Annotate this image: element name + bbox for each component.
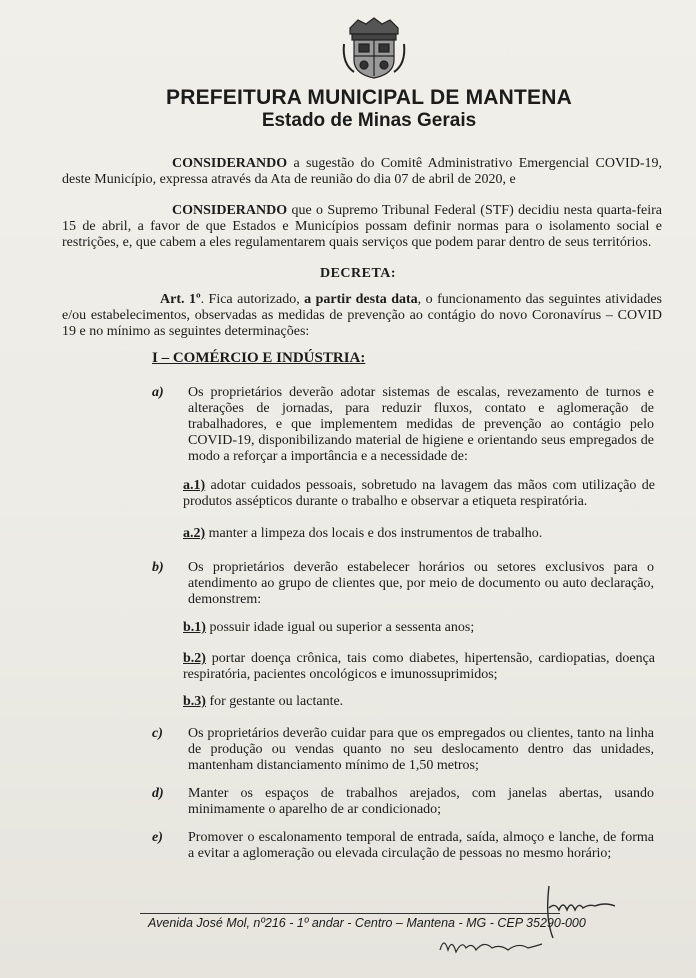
article-text-a: . Fica autorizado,	[200, 292, 305, 307]
article-lead: Art. 1º	[160, 292, 201, 307]
footer-divider	[140, 913, 560, 914]
item-letter: a)	[152, 385, 164, 400]
considerando-text: que o Supremo Tribunal Federal (STF) decidiu nesta quarta-feira 15 de abril, a favor de que Estados e Municípios possam definir normas para o isolamento social e restrições, e, que cabem a eles regulamentarem quais serviços que podem parar dentro de seus territórios.	[62, 203, 662, 250]
subitem-code: b.1)	[183, 620, 206, 635]
item-letter: e)	[152, 830, 163, 845]
subitem-code: b.3)	[183, 694, 206, 709]
item-text: Promover o escalonamento temporal de entrada, saída, almoço e lanche, de forma a evitar a aglomeração ou elevada circulação de pessoas no mesmo horário;	[188, 830, 654, 861]
subitem-code: b.2)	[183, 651, 206, 666]
page-title: PREFEITURA MUNICIPAL DE MANTENA	[166, 86, 572, 109]
subitem-text: adotar cuidados pessoais, sobretudo na lavagem das mãos com utilização de produtos assépticos durante o trabalho e observar a etiqueta respiratória.	[183, 478, 655, 509]
coat-of-arms-icon	[340, 14, 408, 80]
considerando-text: a sugestão do Comitê Administrativo Emergencial COVID-19, deste Município, expressa através da Ata de reunião do dia 07 de abril de 2020, e	[62, 156, 662, 187]
signature-icon	[436, 930, 546, 960]
subitem-text: portar doença crônica, tais como diabetes, hipertensão, cardiopatias, doença respiratória, pacientes oncológicos e imunossuprimidos;	[183, 651, 655, 682]
considerando-paragraph-1	[62, 156, 662, 188]
subitem-code: a.2)	[183, 526, 206, 541]
footer-address: Avenida José Mol, nº216 - 1º andar - Centro – Mantena - MG - CEP 35290-000	[148, 916, 586, 930]
considerando-lead: CONSIDERANDO	[172, 203, 288, 218]
item-text: Os proprietários deverão estabelecer horários ou setores exclusivos para o atendimento ao grupo de clientes que, por meio de documento ou auto declaração, demonstrem:	[188, 560, 654, 607]
item-letter: c)	[152, 726, 163, 741]
decreta-heading: DECRETA:	[319, 266, 397, 281]
subitem-text: manter a limpeza dos locais e dos instrumentos de trabalho.	[205, 526, 543, 541]
section-title: I – COMÉRCIO E INDÚSTRIA:	[152, 350, 366, 366]
item-text: Os proprietários deverão cuidar para que os empregados ou clientes, tanto na linha de produção ou vendas quanto no seu deslocamento dentro das unidades, mantenham distanciamento mínimo de 1,50 metros;	[188, 726, 654, 773]
article-emphasis: a partir desta data	[304, 292, 418, 307]
subitem-text: possuir idade igual ou superior a sessenta anos;	[205, 620, 475, 635]
subitem	[183, 694, 655, 710]
subitem	[183, 651, 655, 683]
subitem	[183, 478, 655, 510]
item-text: Manter os espaços de trabalhos arejados, com janelas abertas, usando minimamente o aparelho de ar condicionado;	[188, 786, 654, 817]
subitem-text: for gestante ou lactante.	[205, 694, 344, 709]
subitem-code: a.1)	[183, 478, 206, 493]
article-text-b: , o funcionamento das seguintes atividades e/ou estabelecimentos, observadas as medidas de prevenção ao contágio do novo Coronavírus – COVID 19 e no mínimo as seguintes determinações:	[62, 292, 662, 339]
subitem	[183, 620, 655, 636]
considerando-paragraph-2	[62, 203, 662, 251]
subitem	[183, 526, 655, 542]
page-subtitle: Estado de Minas Gerais	[261, 110, 477, 131]
article-1-paragraph	[62, 292, 662, 340]
considerando-lead: CONSIDERANDO	[172, 156, 288, 171]
item-letter: b)	[152, 560, 164, 575]
item-text: Os proprietários deverão adotar sistemas de escalas, revezamento de turnos e alterações de jornadas, para reduzir fluxos, contato e aglomeração de trabalhadores, e que implementem medidas de prevenção ao contágio pelo COVID-19, disponibilizando material de higiene e orientando seus empregados de modo a reforçar a importância e a necessidade de:	[188, 385, 654, 464]
item-letter: d)	[152, 786, 164, 801]
